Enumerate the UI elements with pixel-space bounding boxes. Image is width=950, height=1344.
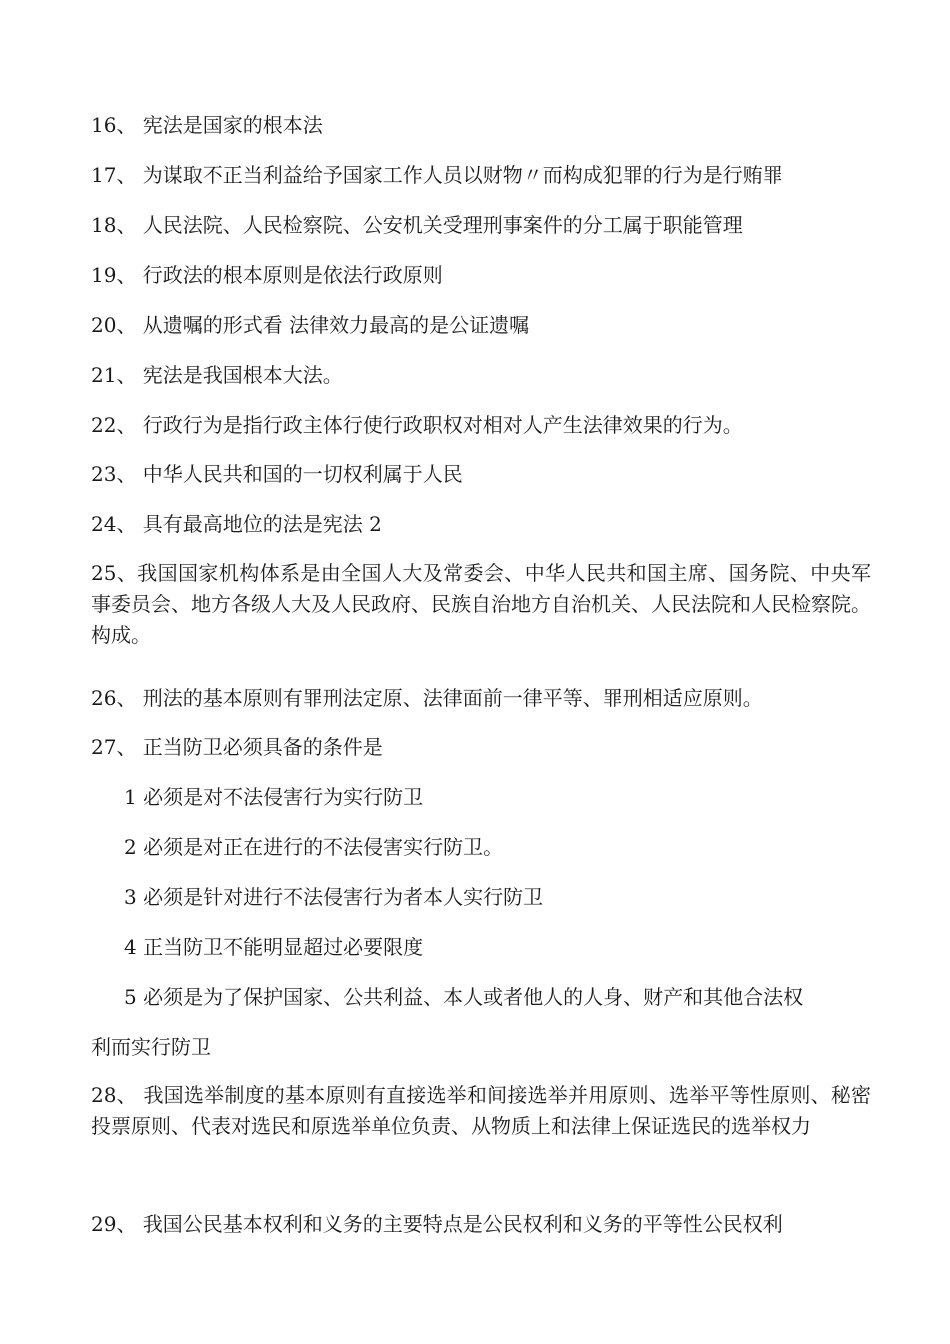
item-26: 26、 刑法的基本原则有罪刑法定原、法律面前一律平等、罪刑相适应原则。 (91, 686, 763, 710)
item-18: 18、 人民法院、人民检察院、公安机关受理刑事案件的分工属于职能管理 (91, 213, 743, 237)
condition-4: 4 正当防卫不能明显超过必要限度 (124, 935, 424, 959)
item-23: 23、 中华人民共和国的一切权利属于人民 (91, 462, 463, 486)
condition-2: 2 必须是对正在进行的不法侵害实行防卫。 (124, 835, 504, 859)
item-17: 17、 为谋取不正当利益给予国家工作人员以财物〃而构成犯罪的行为是行贿罪 (91, 163, 783, 187)
item-27: 27、 正当防卫必须具备的条件是 (91, 735, 383, 759)
item-22: 22、 行政行为是指行政主体行使行政职权对相对人产生法律效果的行为。 (91, 413, 743, 437)
condition-5-continued: 利而实行防卫 (91, 1035, 211, 1059)
item-24: 24、 具有最高地位的法是宪法 2 (91, 512, 382, 536)
item-28: 28、 我国选举制度的基本原则有直接选举和间接选举并用原则、选举平等性原则、秘密投票原则、代表对选民和原选举单位负责、从物质上和法律上保证选民的选举权力 (91, 1083, 871, 1138)
item-19: 19、 行政法的根本原则是依法行政原则 (91, 263, 443, 287)
condition-5: 5 必须是为了保护国家、公共利益、本人或者他人的人身、财产和其他合法权 (124, 985, 804, 1009)
condition-1: 1 必须是对不法侵害行为实行防卫 (124, 785, 424, 809)
item-16: 16、 宪法是国家的根本法 (91, 113, 323, 137)
item-21: 21、 宪法是我国根本大法。 (91, 363, 343, 387)
item-29: 29、 我国公民基本权利和义务的主要特点是公民权利和义务的平等性公民权利 (91, 1212, 783, 1236)
condition-3: 3 必须是针对进行不法侵害行为者本人实行防卫 (124, 885, 544, 909)
item-20: 20、 从遗嘱的形式看 法律效力最高的是公证遗嘱 (91, 313, 530, 337)
item-25: 25、我国国家机构体系是由全国人大及常委会、中华人民共和国主席、国务院、中央军事委员会、地方各级人大及人民政府、民族自治地方自治机关、人民法院和人民检察院。构成。 (91, 561, 871, 647)
